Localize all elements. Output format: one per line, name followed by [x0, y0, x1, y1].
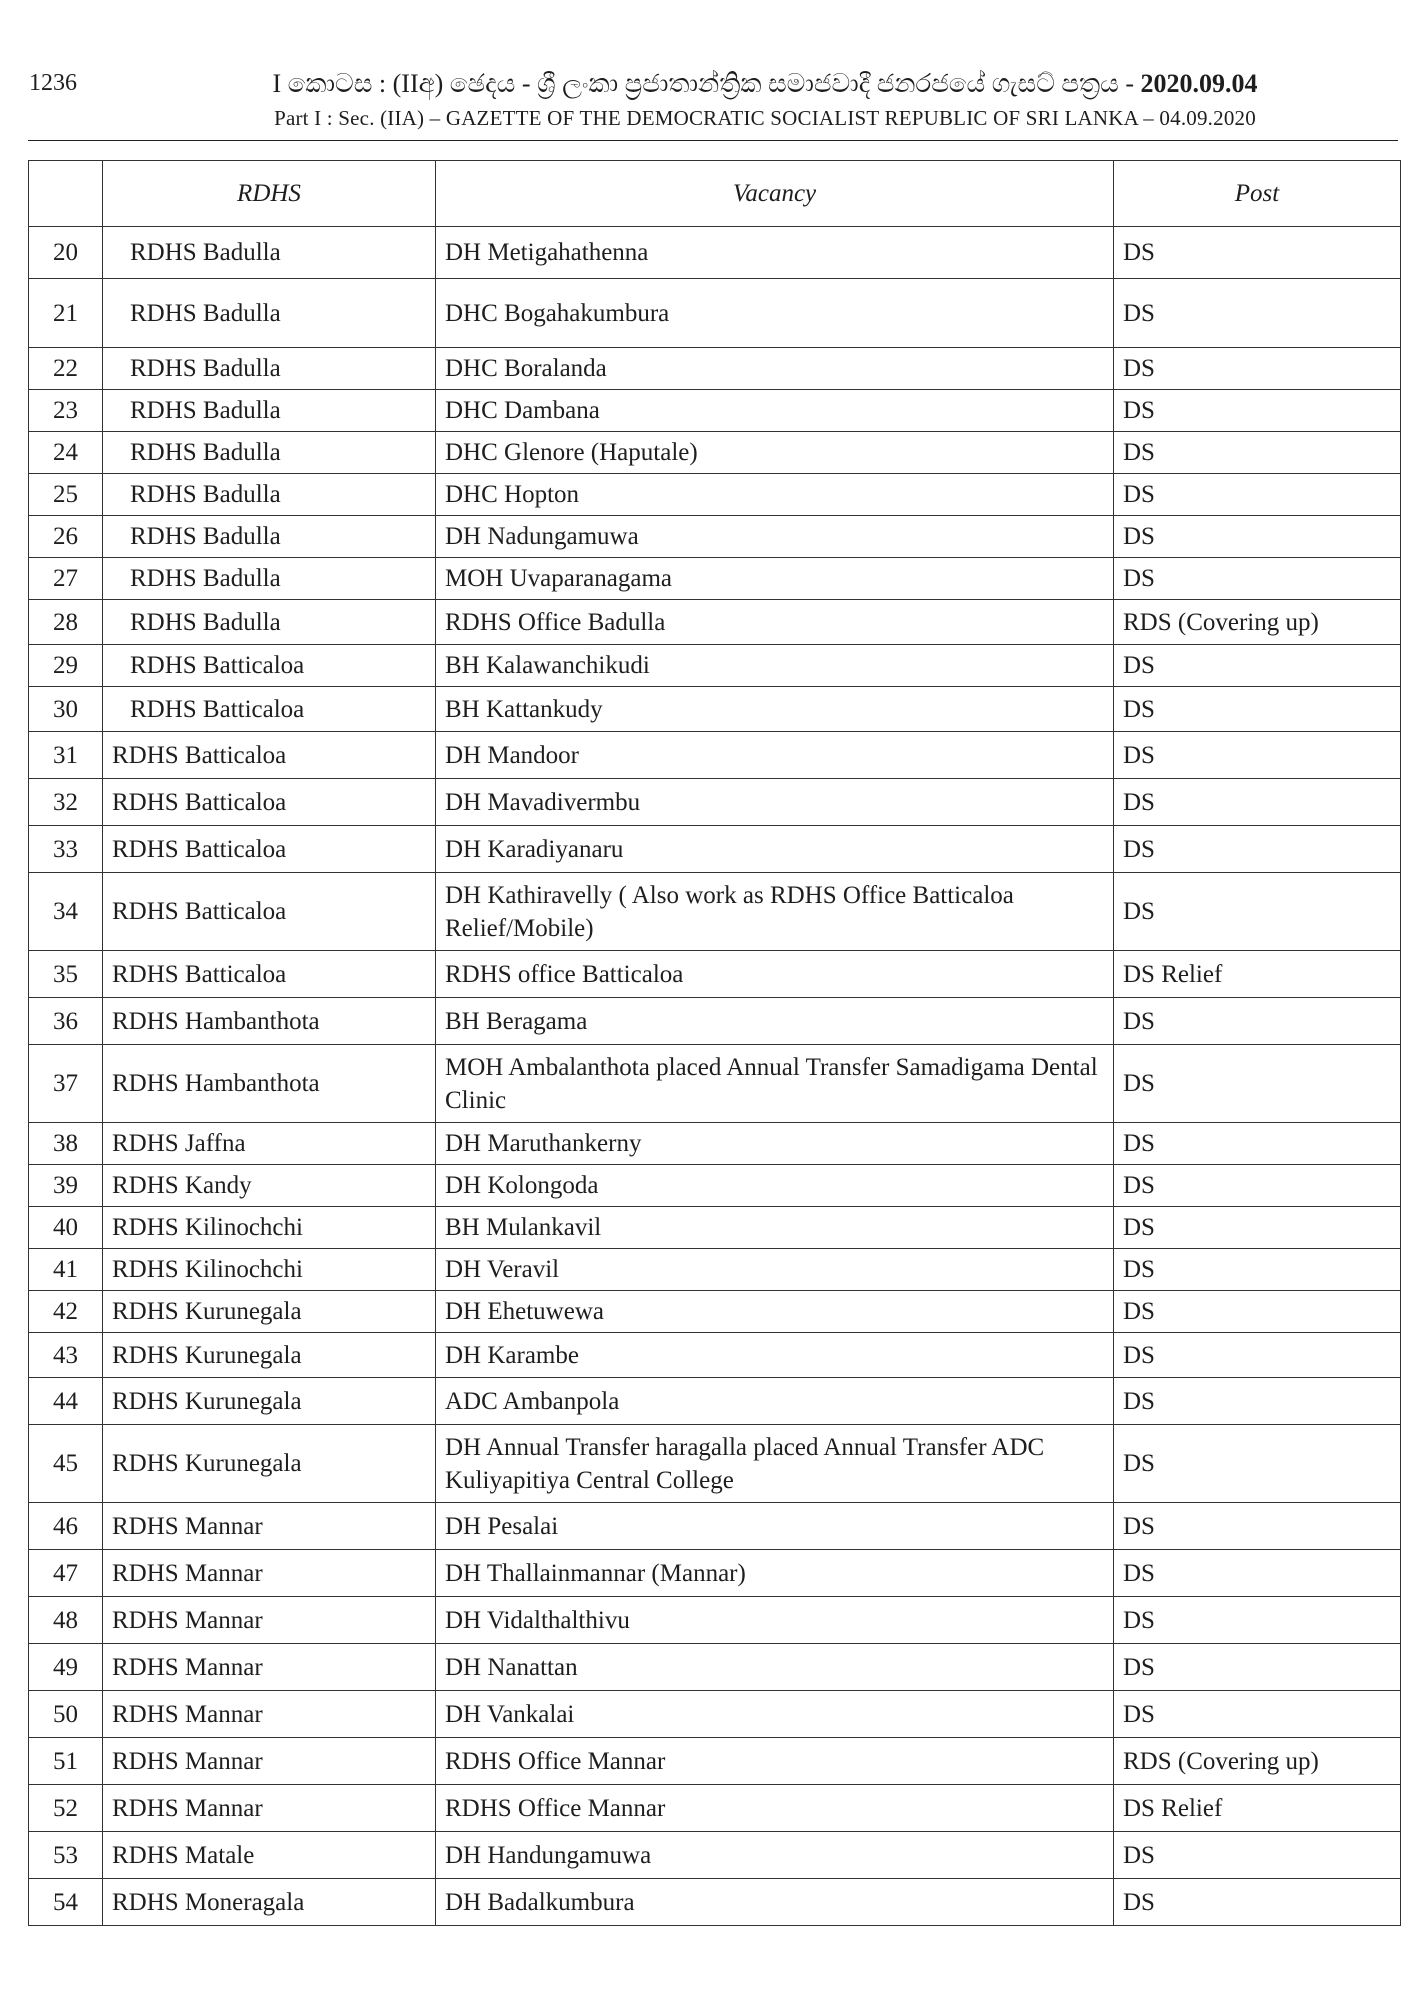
- vacancy-cell: MOH Ambalanthota placed Annual Transfer Samadigama Dental Clinic: [436, 1045, 1114, 1123]
- rdhs-cell: RDHS Badulla: [103, 516, 436, 558]
- row-number: 29: [29, 645, 103, 687]
- table-row: [29, 645, 1401, 687]
- row-number: 24: [29, 432, 103, 474]
- rdhs-cell: RDHS Mannar: [103, 1550, 436, 1597]
- post-cell: DS: [1114, 732, 1401, 779]
- rdhs-cell: RDHS Batticaloa: [103, 645, 436, 687]
- post-cell: DS: [1114, 1879, 1401, 1926]
- rdhs-cell: RDHS Batticaloa: [103, 873, 436, 951]
- post-cell: DS: [1114, 826, 1401, 873]
- rdhs-cell: RDHS Kurunegala: [103, 1425, 436, 1503]
- row-number: 44: [29, 1378, 103, 1425]
- table-row: [29, 1333, 1401, 1378]
- column-header-no: [29, 161, 103, 227]
- row-number: 52: [29, 1785, 103, 1832]
- row-number: 49: [29, 1644, 103, 1691]
- vacancy-cell: DH Veravil: [436, 1249, 1114, 1291]
- vacancy-cell: DH Ehetuwewa: [436, 1291, 1114, 1333]
- rdhs-cell: RDHS Kurunegala: [103, 1291, 436, 1333]
- vacancy-cell: DHC Glenore (Haputale): [436, 432, 1114, 474]
- rdhs-cell: RDHS Badulla: [103, 348, 436, 390]
- vacancy-cell: DHC Bogahakumbura: [436, 279, 1114, 348]
- table-row: [29, 1378, 1401, 1425]
- table-row: [29, 1249, 1401, 1291]
- row-number: 45: [29, 1425, 103, 1503]
- rdhs-cell: RDHS Batticaloa: [103, 779, 436, 826]
- post-cell: DS: [1114, 1123, 1401, 1165]
- table-row: [29, 279, 1401, 348]
- vacancy-cell: BH Mulankavil: [436, 1207, 1114, 1249]
- vacancy-cell: DH Nanattan: [436, 1644, 1114, 1691]
- row-number: 47: [29, 1550, 103, 1597]
- vacancy-cell: DH Nadungamuwa: [436, 516, 1114, 558]
- post-cell: DS: [1114, 1597, 1401, 1644]
- post-cell: DS: [1114, 474, 1401, 516]
- row-number: 46: [29, 1503, 103, 1550]
- rdhs-cell: RDHS Badulla: [103, 432, 436, 474]
- row-number: 37: [29, 1045, 103, 1123]
- row-number: 51: [29, 1738, 103, 1785]
- vacancy-cell: DHC Hopton: [436, 474, 1114, 516]
- table-row: [29, 873, 1401, 951]
- table-row: [29, 779, 1401, 826]
- row-number: 25: [29, 474, 103, 516]
- post-cell: DS: [1114, 1333, 1401, 1378]
- vacancy-cell: DH Karambe: [436, 1333, 1114, 1378]
- table-header-row: [29, 161, 1401, 227]
- vacancy-cell: DH Vankalai: [436, 1691, 1114, 1738]
- table-row: [29, 1644, 1401, 1691]
- post-cell: DS: [1114, 1425, 1401, 1503]
- post-cell: DS: [1114, 1644, 1401, 1691]
- vacancy-cell: RDHS Office Mannar: [436, 1785, 1114, 1832]
- vacancy-cell: BH Kalawanchikudi: [436, 645, 1114, 687]
- rdhs-cell: RDHS Mannar: [103, 1644, 436, 1691]
- row-number: 22: [29, 348, 103, 390]
- rdhs-cell: RDHS Badulla: [103, 227, 436, 279]
- row-number: 27: [29, 558, 103, 600]
- table-row: [29, 474, 1401, 516]
- vacancy-cell: RDHS Office Badulla: [436, 600, 1114, 645]
- vacancy-cell: ADC Ambanpola: [436, 1378, 1114, 1425]
- rdhs-cell: RDHS Kurunegala: [103, 1333, 436, 1378]
- vacancy-table: [28, 160, 1401, 1926]
- post-cell: DS Relief: [1114, 951, 1401, 998]
- vacancy-cell: DHC Boralanda: [436, 348, 1114, 390]
- table-row: [29, 558, 1401, 600]
- row-number: 35: [29, 951, 103, 998]
- vacancy-cell: RDHS office Batticaloa: [436, 951, 1114, 998]
- post-cell: DS: [1114, 1503, 1401, 1550]
- table-row: [29, 998, 1401, 1045]
- post-cell: DS: [1114, 1291, 1401, 1333]
- row-number: 41: [29, 1249, 103, 1291]
- post-cell: DS: [1114, 1207, 1401, 1249]
- page-number: 1236: [29, 70, 77, 96]
- rdhs-cell: RDHS Badulla: [103, 600, 436, 645]
- table-row: [29, 951, 1401, 998]
- row-number: 34: [29, 873, 103, 951]
- table-row: [29, 1738, 1401, 1785]
- table-row: [29, 1550, 1401, 1597]
- table-row: [29, 1597, 1401, 1644]
- row-number: 31: [29, 732, 103, 779]
- gazette-header-sinhala: [180, 69, 1350, 100]
- gazette-header-english: Part I : Sec. (IIA) – GAZETTE OF THE DEMOCRATIC SOCIALIST REPUBLIC OF SRI LANKA – 04.09.2020: [274, 106, 1256, 130]
- table-row: [29, 390, 1401, 432]
- rdhs-cell: RDHS Kandy: [103, 1165, 436, 1207]
- rdhs-cell: RDHS Badulla: [103, 279, 436, 348]
- rdhs-cell: RDHS Moneragala: [103, 1879, 436, 1926]
- post-cell: DS: [1114, 432, 1401, 474]
- rdhs-cell: RDHS Badulla: [103, 558, 436, 600]
- row-number: 53: [29, 1832, 103, 1879]
- post-cell: DS: [1114, 645, 1401, 687]
- vacancy-cell: RDHS Office Mannar: [436, 1738, 1114, 1785]
- row-number: 48: [29, 1597, 103, 1644]
- vacancy-cell: BH Kattankudy: [436, 687, 1114, 732]
- vacancy-cell: DH Kathiravelly ( Also work as RDHS Office Batticaloa Relief/Mobile): [436, 873, 1114, 951]
- vacancy-cell: DH Mavadivermbu: [436, 779, 1114, 826]
- row-number: 42: [29, 1291, 103, 1333]
- rdhs-cell: RDHS Mannar: [103, 1691, 436, 1738]
- row-number: 54: [29, 1879, 103, 1926]
- table-row: [29, 1425, 1401, 1503]
- table-row: [29, 432, 1401, 474]
- row-number: 39: [29, 1165, 103, 1207]
- row-number: 50: [29, 1691, 103, 1738]
- rdhs-cell: RDHS Hambanthota: [103, 998, 436, 1045]
- rdhs-cell: RDHS Mannar: [103, 1785, 436, 1832]
- rdhs-cell: RDHS Kilinochchi: [103, 1207, 436, 1249]
- table-row: [29, 1123, 1401, 1165]
- rdhs-cell: RDHS Kurunegala: [103, 1378, 436, 1425]
- row-number: 38: [29, 1123, 103, 1165]
- vacancy-cell: DH Karadiyanaru: [436, 826, 1114, 873]
- post-cell: DS: [1114, 1378, 1401, 1425]
- rdhs-cell: RDHS Jaffna: [103, 1123, 436, 1165]
- table-row: [29, 1207, 1401, 1249]
- rdhs-cell: RDHS Batticaloa: [103, 826, 436, 873]
- rdhs-cell: RDHS Badulla: [103, 474, 436, 516]
- column-header-vacancy: Vacancy: [436, 161, 1114, 227]
- table-body: [29, 227, 1401, 1926]
- vacancy-cell: DH Thallainmannar (Mannar): [436, 1550, 1114, 1597]
- row-number: 33: [29, 826, 103, 873]
- vacancy-cell: DH Badalkumbura: [436, 1879, 1114, 1926]
- vacancy-cell: DH Metigahathenna: [436, 227, 1114, 279]
- table-row: [29, 1503, 1401, 1550]
- post-cell: DS: [1114, 390, 1401, 432]
- rdhs-cell: RDHS Batticaloa: [103, 687, 436, 732]
- post-cell: DS: [1114, 227, 1401, 279]
- table-row: [29, 600, 1401, 645]
- post-cell: DS: [1114, 1045, 1401, 1123]
- rdhs-cell: RDHS Badulla: [103, 390, 436, 432]
- table-row: [29, 826, 1401, 873]
- row-number: 26: [29, 516, 103, 558]
- table-row: [29, 1691, 1401, 1738]
- post-cell: DS: [1114, 1165, 1401, 1207]
- row-number: 32: [29, 779, 103, 826]
- vacancy-cell: DH Vidalthalthivu: [436, 1597, 1114, 1644]
- rdhs-cell: RDHS Hambanthota: [103, 1045, 436, 1123]
- table-row: [29, 687, 1401, 732]
- post-cell: DS: [1114, 687, 1401, 732]
- post-cell: RDS (Covering up): [1114, 1738, 1401, 1785]
- row-number: 21: [29, 279, 103, 348]
- post-cell: DS: [1114, 998, 1401, 1045]
- post-cell: DS: [1114, 516, 1401, 558]
- vacancy-cell: DH Pesalai: [436, 1503, 1114, 1550]
- table-row: [29, 516, 1401, 558]
- rdhs-cell: RDHS Batticaloa: [103, 732, 436, 779]
- header-rule: [28, 140, 1398, 141]
- table-row: [29, 1832, 1401, 1879]
- vacancy-cell: DH Handungamuwa: [436, 1832, 1114, 1879]
- rdhs-cell: RDHS Mannar: [103, 1738, 436, 1785]
- vacancy-cell: DH Mandoor: [436, 732, 1114, 779]
- rdhs-cell: RDHS Batticaloa: [103, 951, 436, 998]
- vacancy-cell: DH Kolongoda: [436, 1165, 1114, 1207]
- vacancy-cell: MOH Uvaparanagama: [436, 558, 1114, 600]
- sinhala-title: I කොටස : (IIඅ) ඡෙදය - ශ්‍රී ලංකා ප්‍රජාතාන්ත්‍රික සමාජවාදී ජනරජයේ ගැසට් පත්‍රය -: [272, 69, 1134, 98]
- table-row: [29, 1165, 1401, 1207]
- row-number: 30: [29, 687, 103, 732]
- table-row: [29, 348, 1401, 390]
- column-header-post: Post: [1114, 161, 1401, 227]
- rdhs-cell: RDHS Mannar: [103, 1597, 436, 1644]
- post-cell: DS: [1114, 279, 1401, 348]
- vacancy-cell: BH Beragama: [436, 998, 1114, 1045]
- vacancy-cell: DH Annual Transfer haragalla placed Annual Transfer ADC Kuliyapitiya Central College: [436, 1425, 1114, 1503]
- post-cell: DS: [1114, 1691, 1401, 1738]
- row-number: 43: [29, 1333, 103, 1378]
- post-cell: DS: [1114, 348, 1401, 390]
- rdhs-cell: RDHS Matale: [103, 1832, 436, 1879]
- vacancy-cell: DH Maruthankerny: [436, 1123, 1114, 1165]
- rdhs-cell: RDHS Kilinochchi: [103, 1249, 436, 1291]
- table-row: [29, 227, 1401, 279]
- row-number: 40: [29, 1207, 103, 1249]
- row-number: 28: [29, 600, 103, 645]
- post-cell: DS: [1114, 1249, 1401, 1291]
- post-cell: DS: [1114, 873, 1401, 951]
- table-row: [29, 1045, 1401, 1123]
- post-cell: DS Relief: [1114, 1785, 1401, 1832]
- row-number: 36: [29, 998, 103, 1045]
- table-row: [29, 1879, 1401, 1926]
- row-number: 20: [29, 227, 103, 279]
- post-cell: DS: [1114, 1832, 1401, 1879]
- post-cell: RDS (Covering up): [1114, 600, 1401, 645]
- rdhs-cell: RDHS Mannar: [103, 1503, 436, 1550]
- sinhala-date: 2020.09.04: [1140, 69, 1258, 98]
- post-cell: DS: [1114, 1550, 1401, 1597]
- vacancy-cell: DHC Dambana: [436, 390, 1114, 432]
- table-row: [29, 1785, 1401, 1832]
- column-header-rdhs: RDHS: [103, 161, 436, 227]
- post-cell: DS: [1114, 779, 1401, 826]
- table-row: [29, 732, 1401, 779]
- table-row: [29, 1291, 1401, 1333]
- post-cell: DS: [1114, 558, 1401, 600]
- row-number: 23: [29, 390, 103, 432]
